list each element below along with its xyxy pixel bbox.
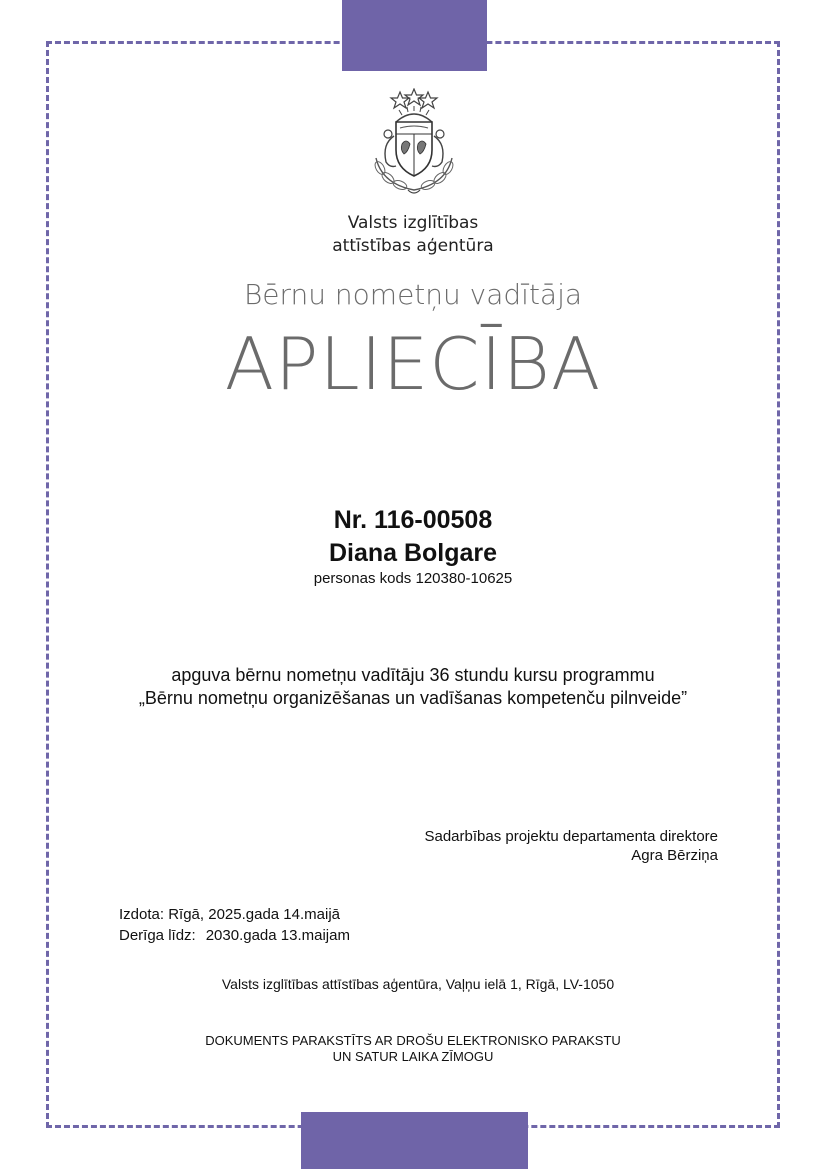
signatory-position: Sadarbības projektu departamenta direktore [424,828,718,845]
course-program-name: „Bērnu nometņu organizēšanas un vadīšanas kompetenču pilnveide” [138,688,688,708]
agency-address: Valsts izglītības attīstības aģentūra, Vaļņu ielā 1, Rīgā, LV-1050 [221,976,615,992]
signatory-name: Agra Bērziņa [631,847,718,864]
issued-value: Rīgā, 2025.gada 14.maijā [168,906,340,923]
valid-value: 2030.gada 13.maijam [205,927,350,944]
certificate-title: APLIECĪBA [224,322,602,406]
esign-notice-line2: UN SATUR LAIKA ZĪMOGU [332,1049,494,1064]
valid-label: Derīga līdz: [119,927,196,944]
agency-name-line1: Valsts izglītības [347,213,479,233]
issued-info [119,906,340,923]
issued-label: Izdota: [119,906,165,923]
coat-of-arms-icon [358,88,470,200]
top-accent-bar [342,0,487,71]
esign-notice-line1: DOKUMENTS PARAKSTĪTS AR DROŠU ELEKTRONISKO PARAKSTU [205,1033,621,1048]
holder-name: Diana Bolgare [328,539,498,567]
valid-until-info [119,927,350,944]
agency-name-line2: attīstības aģentūra [332,236,494,256]
certificate-subtitle: Bērnu nometņu vadītāja [243,278,583,311]
certificate-number: Nr. 116-00508 [333,506,493,534]
personal-code: personas kods 120380-10625 [313,570,513,587]
bottom-accent-bar [301,1112,528,1169]
course-description: apguva bērnu nometņu vadītāju 36 stundu kursu programmu [171,665,655,685]
